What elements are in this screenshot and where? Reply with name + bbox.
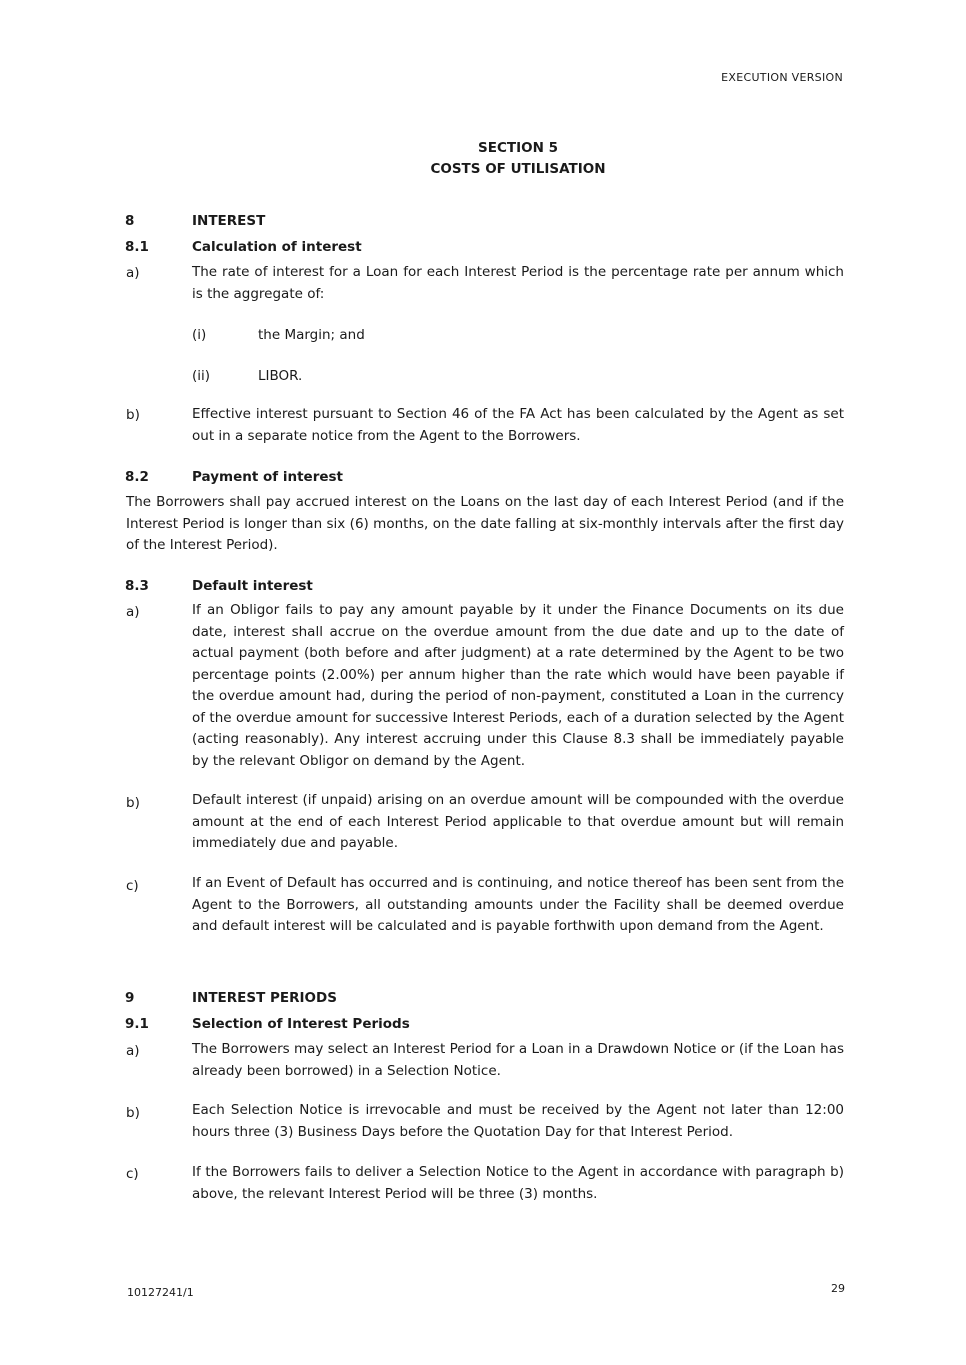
clause-9-1-title: Selection of Interest Periods bbox=[192, 1016, 410, 1032]
clause-8-3-b-label: b) bbox=[126, 795, 140, 811]
clause-8-3-a-label: a) bbox=[126, 604, 140, 620]
clause-8-1-i-label: (i) bbox=[192, 327, 207, 343]
clause-8-1-number: 8.1 bbox=[125, 239, 149, 255]
section-number: SECTION 5 bbox=[478, 140, 558, 156]
clause-9-1-c-label: c) bbox=[126, 1166, 139, 1182]
clause-8-number: 8 bbox=[125, 213, 135, 229]
clause-8-1-b-label: b) bbox=[126, 407, 140, 423]
clause-8-1-b-text: Effective interest pursuant to Section 46 of the FA Act has been calculated by the Agent as set out in a separate notice from the Agent to the Borrowers. bbox=[192, 406, 844, 444]
clause-8-3-number: 8.3 bbox=[125, 578, 149, 594]
clause-9-1-number: 9.1 bbox=[125, 1016, 149, 1032]
clause-8-1-ii-label: (ii) bbox=[192, 368, 211, 384]
clause-8-1-title: Calculation of interest bbox=[192, 239, 362, 255]
clause-9-title: INTEREST PERIODS bbox=[192, 990, 337, 1006]
document-reference: 10127241/1 bbox=[127, 1286, 194, 1299]
clause-9-1-c-text: If the Borrowers fails to deliver a Selection Notice to the Agent in accordance with paragraph b) above, the relevant Interest Period will be three (3) months. bbox=[192, 1164, 844, 1202]
clause-8-title: INTEREST bbox=[192, 213, 266, 229]
clause-9-1-b-text: Each Selection Notice is irrevocable and must be received by the Agent not later than 12:00 hours three (3) Business Days before the Quotation Day for that Interest Period. bbox=[192, 1102, 844, 1140]
clause-8-1-i-text: the Margin; and bbox=[258, 327, 365, 343]
clause-9-1-a-text: The Borrowers may select an Interest Period for a Loan in a Drawdown Notice or (if the Loan has already been borrowed) in a Selection Notice. bbox=[192, 1041, 844, 1079]
clause-8-3-c-text: If an Event of Default has occurred and is continuing, and notice thereof has been sent from the Agent to the Borrowers, all outstanding amounts under the Facility shall be deemed overdue and default interest will be calculated and is payable forthwith upon demand from the Agent. bbox=[192, 875, 844, 934]
clause-8-2-title: Payment of interest bbox=[192, 469, 344, 485]
clause-8-3-c-label: c) bbox=[126, 878, 139, 894]
section-title: COSTS OF UTILISATION bbox=[430, 161, 606, 177]
clause-8-1-a-label: a) bbox=[126, 265, 140, 281]
clause-8-3-b-text: Default interest (if unpaid) arising on an overdue amount will be compounded with the overdue amount at the end of each Interest Period applicable to that overdue amount but will remain immediately due and payable. bbox=[192, 792, 844, 851]
clause-9-1-a-label: a) bbox=[126, 1043, 140, 1059]
clause-8-1-a-text: The rate of interest for a Loan for each Interest Period is the percentage rate per annum which is the aggregate of: bbox=[192, 264, 844, 302]
clause-8-2-number: 8.2 bbox=[125, 469, 149, 485]
document-version-label: EXECUTION VERSION bbox=[721, 71, 843, 84]
clause-9-number: 9 bbox=[125, 990, 135, 1006]
clause-9-1-b-label: b) bbox=[126, 1105, 140, 1121]
clause-8-3-a-text: If an Obligor fails to pay any amount payable by it under the Finance Documents on its due date, interest shall accrue on the overdue amount from the due date and up to the date of actual payment (both before and after judgment) at a rate determined by the Agent to be two percentage points (2.00%) per annum higher than the rate which would have been payable if the overdue amount had, during the period of non-payment, constituted a Loan in the currency of the overdue amount for successive Interest Periods, each of a duration selected by the Agent (acting reasonably). Any interest accruing under this Clause 8.3 shall be immediately payable by the relevant Obligor on demand by the Agent. bbox=[192, 602, 844, 769]
clause-8-3-title: Default interest bbox=[192, 578, 313, 594]
clause-8-1-ii-text: LIBOR. bbox=[258, 368, 303, 384]
page-number: 29 bbox=[831, 1282, 845, 1295]
clause-8-2-text: The Borrowers shall pay accrued interest on the Loans on the last day of each Interest Period (and if the Interest Period is longer than six (6) months, on the date falling at six-monthly intervals after the first day of the Interest Period). bbox=[126, 494, 844, 553]
